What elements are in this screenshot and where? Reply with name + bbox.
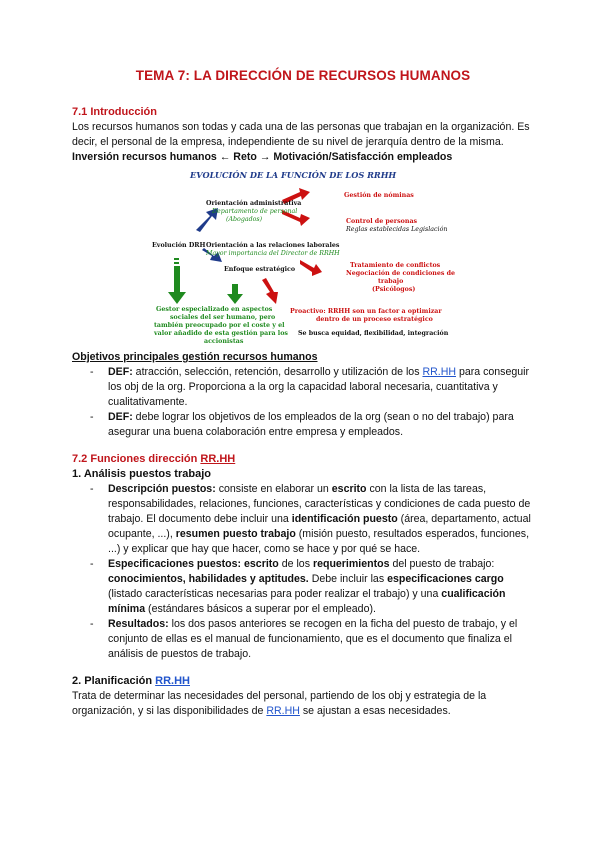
desc-text-f: resumen puesto trabajo <box>175 528 296 540</box>
desc-text-c: con la lista de las tareas, responsabilidades, relaciones, funciones, características y condiciones de cada puesto de trabajo. El documento debe incluir una <box>108 483 531 525</box>
esp-text-i: cualificación mínima <box>108 588 506 615</box>
document-page <box>72 68 534 719</box>
desc-text-e: (área, departamento, actual ocupante, ...), <box>108 513 531 540</box>
esp-text-b: de los <box>281 558 310 570</box>
conflictos-line2: Negociación de condiciones de <box>346 270 456 277</box>
equidad-label: Se busca equidad, flexibilidad, integración <box>298 330 449 337</box>
def2-text: debe lograr los objetivos de los empleados de la org (sean o no del trabajo) para asegurar una buena colaboración entre empresa y empleados. <box>108 411 514 438</box>
rrhh-link[interactable]: RR.HH <box>155 675 190 687</box>
subsection-1-heading: 1. Análisis puestos trabajo <box>72 468 211 480</box>
evolution-diagram <box>150 168 456 346</box>
esp-text-f: Debe incluir las <box>311 573 385 585</box>
evolucion-label: Evolución DRH <box>152 242 206 249</box>
arrow-proactivo <box>262 278 278 304</box>
conflictos-line1: Tratamiento de conflictos <box>350 262 441 269</box>
proactivo-line1: Proactivo: RRHH son un factor a optimizar <box>290 308 442 315</box>
esp-text-h: (listado características necesarias para poder realizar el trabajo) y una <box>108 588 439 600</box>
document-title: TEMA 7: LA DIRECCIÓN DE RECURSOS HUMANOS <box>135 68 471 83</box>
arrow-conflictos <box>300 260 322 276</box>
enfoque-label: Enfoque estratégico <box>224 266 296 273</box>
esp-text-e: conocimientos, habilidades y aptitudes. <box>108 573 309 585</box>
admin-sub2: (Abogados) <box>226 216 263 223</box>
def1-label: DEF: <box>108 366 133 378</box>
investment-line: Inversión recursos humanos ← Reto → Motivación/Satisfacción empleados <box>72 151 453 163</box>
gestor-line4: valor añadido de esta gestión para los <box>154 330 288 337</box>
list-item <box>108 557 534 617</box>
relaciones-sub: Mayor importancia del Director de RRHH <box>206 250 340 257</box>
list-item <box>108 482 534 557</box>
def2-label: DEF: <box>108 411 133 423</box>
subsection-2-heading-text: 2. Planificación <box>72 675 153 687</box>
esp-text-g: especificaciones cargo <box>387 573 504 585</box>
section-7-1-heading: 7.1 Introducción <box>72 106 157 118</box>
desc-label: Descripción puestos: <box>108 483 216 495</box>
list-item <box>108 410 534 440</box>
relaciones-label: Orientación a las relaciones laborales <box>206 242 340 249</box>
desc-text-g: (misión puesto, resultados esperados, funciones, ...) y explicar que hay que hacer, como se hace y por qué se hace. <box>108 528 530 555</box>
diagram-title: EVOLUCIÓN DE LA FUNCIÓN DE LOS RRHH <box>190 170 397 180</box>
def1-text-a: atracción, selección, retención, desarrollo y utilización de los <box>135 366 420 378</box>
section-7-2-heading-text: 7.2 Funciones dirección <box>72 453 198 465</box>
rrhh-link[interactable]: RR.HH <box>200 453 236 465</box>
esp-text-j: (estándares básicos a superar por el empleado). <box>148 603 376 615</box>
desc-text-b: escrito <box>331 483 367 495</box>
res-label: Resultados: <box>108 618 169 630</box>
plan-text-b: se ajustan a esas necesidades. <box>302 705 451 717</box>
esp-text-d: del puesto de trabajo: <box>392 558 495 570</box>
rrhh-link[interactable]: RR.HH <box>422 366 456 378</box>
subsection-2-heading <box>72 674 534 689</box>
proactivo-line2: dentro de un proceso estratégico <box>316 316 433 323</box>
conflictos-line3: trabajo <box>378 278 404 285</box>
objetivos-list <box>72 365 534 440</box>
analisis-list <box>72 482 534 662</box>
nominas-label: Gestión de nóminas <box>344 192 414 199</box>
desc-text-a: consiste en elaborar un <box>218 483 329 495</box>
planificacion-paragraph <box>72 689 534 719</box>
plan-text-a: Trata de determinar las necesidades del personal, partiendo de los obj y estrategia de la organización, y si las disponibilidades de <box>72 690 487 717</box>
conflictos-line4: (Psicólogos) <box>372 286 416 293</box>
esp-text-c: requerimientos <box>312 558 390 570</box>
intro-paragraph: Los recursos humanos son todas y cada una de las personas que trabajan en la organización. Es decir, el personal de la empresa, independiente de su nivel de jerarquía dentro de la misma. <box>72 121 530 148</box>
reglas-label: Reglas establecidas Legislación <box>346 226 448 233</box>
esp-label: Especificaciones puestos: <box>108 558 242 570</box>
esp-text-a: escrito <box>244 558 279 570</box>
section-7-2-heading <box>72 452 534 467</box>
gestor-line1: Gestor especializado en aspectos <box>156 306 273 313</box>
res-text: los dos pasos anteriores se recogen en la ficha del puesto de trabajo, y el conjunto de ellas es el manual de funcionamiento, que es el documento que finaliza el análisis de puestos de trabajo. <box>108 618 518 660</box>
desc-text-d: identificación puesto <box>291 513 398 525</box>
green-bar-b <box>174 262 179 264</box>
def1-text-b: para conseguir los obj de la org. Proporciona a la org la capacidad laboral necesaria, cuantitativa y cualitativamente. <box>108 366 530 408</box>
green-arrow-right <box>227 284 243 304</box>
list-item <box>108 365 534 410</box>
control-label: Control de personas <box>346 218 418 225</box>
green-bar-a <box>174 258 179 260</box>
gestor-line2: sociales del ser humano, pero <box>170 314 276 321</box>
list-item <box>108 617 534 662</box>
rrhh-link[interactable]: RR.HH <box>266 705 300 717</box>
gestor-line5: accionistas <box>204 338 244 345</box>
objetivos-heading: Objetivos principales gestión recursos humanos <box>72 351 318 363</box>
admin-sub1: Departamento de personal <box>212 208 298 215</box>
admin-label: Orientación administrativa <box>206 200 302 207</box>
gestor-line3: también preocupado por el coste y el <box>154 322 285 329</box>
green-arrow-left <box>168 266 186 304</box>
